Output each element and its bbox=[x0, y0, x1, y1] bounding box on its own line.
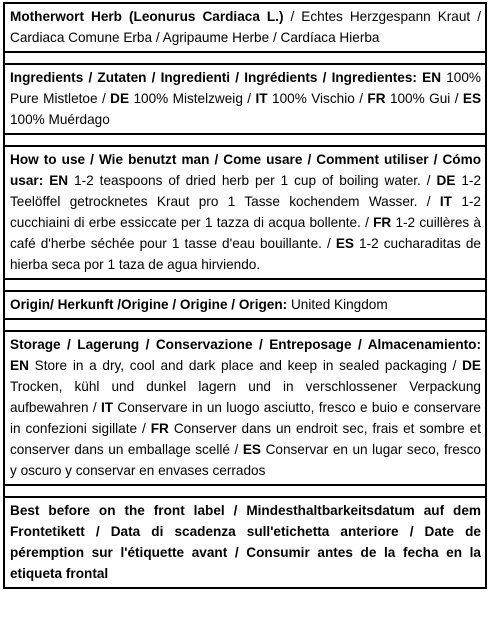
lang-code-en: EN bbox=[422, 70, 442, 85]
section-gap bbox=[5, 280, 485, 290]
lang-code-en: EN bbox=[10, 358, 29, 373]
lang-code-de: DE bbox=[110, 91, 130, 106]
usage-en: 1-2 teaspoons of dried herb per 1 cup of boiling water. bbox=[74, 173, 421, 188]
ingredient-de: 100% Mistelzweig bbox=[133, 91, 243, 106]
usage-de: 1-2 Teelöffel getrocknetes Kraut pro 1 Tasse kochendem Wasser. bbox=[10, 173, 482, 209]
usage-fr: 1-2 cuillères à café d'herbe séchée pour 1 tasse d'eau bouillante. bbox=[10, 215, 481, 251]
ingredient-en: 100% Pure Mistletoe bbox=[10, 70, 482, 106]
product-label bbox=[3, 2, 487, 589]
section-gap bbox=[5, 320, 485, 330]
lang-code-es: ES bbox=[335, 236, 354, 251]
ingredients-section: Ingredients / Zutaten / Ingredienti / Ingrédients / Ingredientes: EN 100% Pure Mistletoe / DE 100% Mistelzweig / IT 100% Vischio / FR 100% Gui / ES 100% Muérdago bbox=[5, 63, 485, 135]
lang-code-it: IT bbox=[255, 91, 268, 106]
best-before-section bbox=[5, 496, 485, 589]
usage-it: 1-2 cucchiaini di erbe essiccate per 1 tazza di acqua bollente. bbox=[10, 194, 481, 230]
lang-code-fr: FR bbox=[150, 421, 169, 436]
ingredient-it: 100% Vischio bbox=[272, 91, 355, 106]
lang-code-fr: FR bbox=[367, 91, 386, 106]
lang-code-es: ES bbox=[242, 442, 261, 457]
storage-es: Conservar en un lugar seco, fresco y oscuro y conservar en envases cerrados bbox=[10, 442, 481, 478]
best-before-text: Best before on the front label / Mindesthaltbarkeitsdatum auf dem Frontetikett / Data di scadenza sull'etichetta anteriore / Date de péremption sur l'étiquette avant / Consumir antes de la fecha en la etiqueta frontal bbox=[10, 503, 481, 581]
ingredient-fr: 100% Gui bbox=[389, 91, 451, 106]
storage-it: Conservare in un luogo asciutto, fresco e buio e conservare in confezioni sigillate bbox=[10, 400, 481, 436]
origin-heading: Origin/ Herkunft /Origine / Origine / Origen: bbox=[10, 297, 288, 312]
ingredients-heading: Ingredients / Zutaten / Ingredienti / Ingrédients / Ingredientes: bbox=[10, 70, 417, 85]
product-name: Motherwort Herb (Leonurus Cardiaca L.) bbox=[10, 9, 284, 24]
lang-code-it: IT bbox=[439, 194, 452, 209]
lang-code-de: DE bbox=[436, 173, 456, 188]
lang-code-en: EN bbox=[49, 173, 69, 188]
lang-code-es: ES bbox=[462, 91, 482, 106]
product-name-translations: / Echtes Herzgespann Kraut / Cardiaca Comune Erba / Agripaume Herbe / Cardíaca Hierba bbox=[10, 9, 481, 45]
origin-section bbox=[5, 290, 485, 320]
section-gap bbox=[5, 486, 485, 496]
storage-fr: Conserver dans un endroit sec, frais et sombre et conserver dans un emballage scellé bbox=[10, 421, 481, 457]
how-to-use-section: How to use / Wie benutzt man / Come usare / Comment utiliser / Cómo usar: EN 1-2 teaspoons of dried herb per 1 cup of boiling water. / DE 1-2 Teelöffel getrocknetes Kraut pro 1 Tasse kochendem Wasser. / IT 1-2 cucchiaini di erbe essiccate per 1 tazza di acqua bollente. / FR 1-2 cuillères à café d'herbe séchée pour 1 tasse d'eau bouillante. / ES 1-2 cucharaditas de hierba seca por 1 taza de agua hirviendo. bbox=[5, 145, 485, 280]
section-gap bbox=[5, 135, 485, 145]
usage-es: 1-2 cucharaditas de hierba seca por 1 taza de agua hirviendo. bbox=[10, 236, 481, 272]
title-section bbox=[5, 2, 485, 53]
storage-de: Trocken, kühl und dunkel lagern und in verschlossener Verpackung aufbewahren bbox=[10, 379, 481, 415]
lang-code-it: IT bbox=[100, 400, 114, 415]
ingredient-es: 100% Muérdago bbox=[10, 112, 110, 127]
lang-code-de: DE bbox=[462, 358, 481, 373]
storage-heading: Storage / Lagerung / Conservazione / Entreposage / Almacenamiento: bbox=[10, 337, 481, 352]
storage-en: Store in a dry, cool and dark place and keep in sealed packaging bbox=[34, 358, 447, 373]
section-gap bbox=[5, 53, 485, 63]
origin-value: United Kingdom bbox=[290, 297, 388, 312]
storage-section: Storage / Lagerung / Conservazione / Entreposage / Almacenamiento: EN Store in a dry, cool and dark place and keep in sealed packaging / DE Trocken, kühl und dunkel lagern und in verschlossener Verpackung aufbewahren / IT Conservare in un luogo asciutto, fresco e buio e conservare in confezioni sigillate / FR Conserver dans un endroit sec, frais et sombre et conserver dans un emballage scellé / ES Conservar en un lugar seco, fresco y oscuro y conservar en envases cerrados bbox=[5, 330, 485, 486]
lang-code-fr: FR bbox=[373, 215, 392, 230]
how-to-use-heading: How to use / Wie benutzt man / Come usare / Comment utiliser / Cómo usar: bbox=[10, 152, 481, 188]
